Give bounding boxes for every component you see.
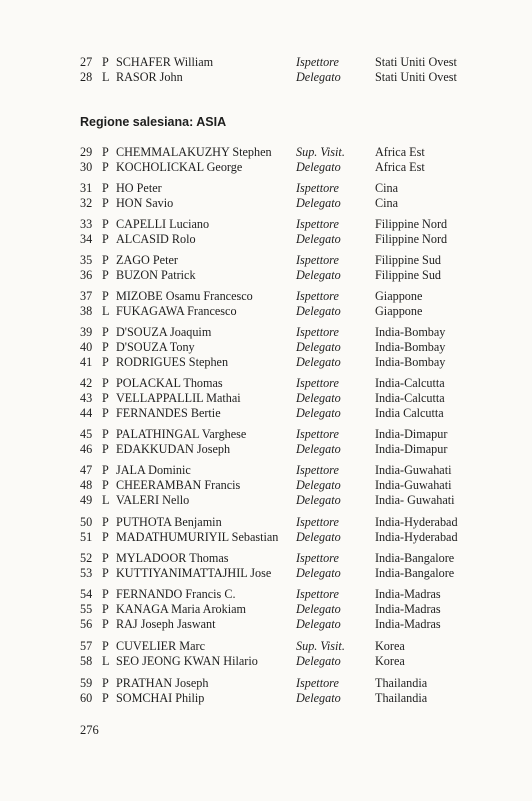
entry-row xyxy=(0,639,532,654)
entry-number: 46 xyxy=(80,442,93,456)
entry-role: Ispettore xyxy=(296,463,339,477)
entry-category: P xyxy=(102,427,109,441)
entry-category: P xyxy=(102,587,109,601)
entry-category: P xyxy=(102,406,109,420)
entry-category: P xyxy=(102,253,109,267)
entry-number: 43 xyxy=(80,391,93,405)
entry-role: Delegato xyxy=(296,268,341,282)
entry-number: 32 xyxy=(80,196,93,210)
entry-name: FERNANDO Francis C. xyxy=(116,587,236,601)
entry-row xyxy=(0,493,532,508)
entry-location: India-Calcutta xyxy=(375,376,445,390)
entry-category: P xyxy=(102,551,109,565)
entry-number: 55 xyxy=(80,602,93,616)
entry-name: EDAKKUDAN Joseph xyxy=(116,442,231,456)
entry-role: Delegato xyxy=(296,442,341,456)
entry-name: FERNANDES Bertie xyxy=(116,406,221,420)
entry-category: P xyxy=(102,602,109,616)
entry-number: 34 xyxy=(80,232,93,246)
entry-name: PUTHOTA Benjamin xyxy=(116,515,222,529)
entry-number: 27 xyxy=(80,55,93,69)
entry-name: MIZOBE Osamu Francesco xyxy=(116,289,253,303)
entry-role: Sup. Visit. xyxy=(296,639,345,653)
entry-name: RODRIGUES Stephen xyxy=(116,355,229,369)
entry-category: P xyxy=(102,676,109,690)
entry-location: India-Bangalore xyxy=(375,551,455,565)
entry-location: India-Dimapur xyxy=(375,442,448,456)
entry-number: 29 xyxy=(80,145,93,159)
entry-number: 58 xyxy=(80,654,93,668)
entry-role: Delegato xyxy=(296,654,341,668)
entry-category: P xyxy=(102,530,109,544)
entry-location: India-Bombay xyxy=(375,325,446,339)
entry-number: 44 xyxy=(80,406,93,420)
entry-row xyxy=(0,587,532,602)
entry-number: 59 xyxy=(80,676,93,690)
entry-number: 53 xyxy=(80,566,93,580)
entry-location: Giappone xyxy=(375,289,423,303)
entry-role: Ispettore xyxy=(296,427,339,441)
entry-location: India- Guwahati xyxy=(375,493,455,507)
entry-row xyxy=(0,654,532,669)
entry-name: KOCHOLICKAL George xyxy=(116,160,243,174)
entry-role: Delegato xyxy=(296,160,341,174)
entry-role: Ispettore xyxy=(296,325,339,339)
entry-name: SOMCHAI Philip xyxy=(116,691,205,705)
entry-number: 51 xyxy=(80,530,93,544)
entry-number: 48 xyxy=(80,478,93,492)
entry-location: Cina xyxy=(375,181,399,195)
entry-category: P xyxy=(102,55,109,69)
entry-location: India-Bombay xyxy=(375,340,446,354)
entry-row xyxy=(0,478,532,493)
entry-role: Delegato xyxy=(296,391,341,405)
entry-number: 28 xyxy=(80,70,93,84)
entry-number: 45 xyxy=(80,427,93,441)
entry-number: 60 xyxy=(80,691,93,705)
entry-category: P xyxy=(102,232,109,246)
entry-name: CUVELIER Marc xyxy=(116,639,206,653)
entry-role: Delegato xyxy=(296,355,341,369)
entry-number: 56 xyxy=(80,617,93,631)
entry-name: ZAGO Peter xyxy=(116,253,178,267)
entry-name: VELLAPPALLIL Mathai xyxy=(116,391,241,405)
entry-row xyxy=(0,196,532,211)
entry-category: L xyxy=(102,654,110,668)
entry-location: Korea xyxy=(375,654,405,668)
entry-role: Sup. Visit. xyxy=(296,145,345,159)
entry-number: 36 xyxy=(80,268,93,282)
entry-name: D'SOUZA Tony xyxy=(116,340,195,354)
entry-location: India Calcutta xyxy=(375,406,444,420)
entry-location: India-Hyderabad xyxy=(375,530,458,544)
entry-number: 42 xyxy=(80,376,93,390)
entry-row xyxy=(0,617,532,632)
entry-role: Ispettore xyxy=(296,551,339,565)
entry-category: P xyxy=(102,515,109,529)
entry-location: India-Calcutta xyxy=(375,391,445,405)
entry-location: Filippine Nord xyxy=(375,232,448,246)
entry-name: MYLADOOR Thomas xyxy=(116,551,229,565)
entry-location: India-Guwahati xyxy=(375,463,452,477)
entry-row xyxy=(0,289,532,304)
entry-role: Delegato xyxy=(296,691,341,705)
entry-row xyxy=(0,427,532,442)
entry-number: 47 xyxy=(80,463,93,477)
entry-role: Ispettore xyxy=(296,289,339,303)
entry-category: P xyxy=(102,478,109,492)
entry-row xyxy=(0,355,532,370)
entry-name: D'SOUZA Joaquim xyxy=(116,325,212,339)
entry-location: Stati Uniti Ovest xyxy=(375,55,457,69)
entry-row xyxy=(0,391,532,406)
entry-category: P xyxy=(102,340,109,354)
entry-category: P xyxy=(102,325,109,339)
entry-name: VALERI Nello xyxy=(116,493,190,507)
entry-row xyxy=(0,340,532,355)
entry-role: Ispettore xyxy=(296,55,339,69)
entry-row xyxy=(0,376,532,391)
entry-location: India-Madras xyxy=(375,617,441,631)
entry-category: P xyxy=(102,376,109,390)
entry-role: Delegato xyxy=(296,617,341,631)
entry-role: Delegato xyxy=(296,196,341,210)
entry-location: India-Guwahati xyxy=(375,478,452,492)
entry-row xyxy=(0,304,532,319)
entry-number: 52 xyxy=(80,551,93,565)
entry-location: Giappone xyxy=(375,304,423,318)
entry-role: Ispettore xyxy=(296,515,339,529)
entry-category: P xyxy=(102,639,109,653)
entry-row xyxy=(0,551,532,566)
entry-category: P xyxy=(102,289,109,303)
entry-location: India-Bombay xyxy=(375,355,446,369)
entry-role: Ispettore xyxy=(296,676,339,690)
entry-row xyxy=(0,515,532,530)
entry-name: CAPELLI Luciano xyxy=(116,217,210,231)
entry-number: 37 xyxy=(80,289,93,303)
entry-number: 33 xyxy=(80,217,93,231)
entry-number: 57 xyxy=(80,639,93,653)
entry-location: Africa Est xyxy=(375,160,425,174)
entry-category: P xyxy=(102,268,109,282)
entry-row xyxy=(0,602,532,617)
entry-location: India-Hyderabad xyxy=(375,515,458,529)
entry-role: Delegato xyxy=(296,566,341,580)
entry-category: P xyxy=(102,196,109,210)
entry-row xyxy=(0,691,532,706)
entry-row xyxy=(0,442,532,457)
entry-category: L xyxy=(102,493,110,507)
entry-row xyxy=(0,530,532,545)
entry-name: ALCASID Rolo xyxy=(116,232,196,246)
entry-number: 49 xyxy=(80,493,93,507)
entry-category: P xyxy=(102,463,109,477)
entry-name: SEO JEONG KWAN Hilario xyxy=(116,654,258,668)
entry-row xyxy=(0,268,532,283)
entry-location: India-Madras xyxy=(375,602,441,616)
entry-name: RASOR John xyxy=(116,70,183,84)
entry-location: Filippine Sud xyxy=(375,253,442,267)
region-heading: Regione salesiana: ASIA xyxy=(80,115,227,129)
entry-category: P xyxy=(102,145,109,159)
entry-role: Ispettore xyxy=(296,587,339,601)
entry-row xyxy=(0,406,532,421)
entry-name: FUKAGAWA Francesco xyxy=(116,304,237,318)
entry-name: JALA Dominic xyxy=(116,463,191,477)
entry-location: Cina xyxy=(375,196,399,210)
entry-role: Ispettore xyxy=(296,181,339,195)
entry-number: 40 xyxy=(80,340,93,354)
entry-row xyxy=(0,181,532,196)
entry-name: CHEMMALAKUZHY Stephen xyxy=(116,145,272,159)
entry-row xyxy=(0,217,532,232)
entry-role: Delegato xyxy=(296,530,341,544)
entry-name: POLACKAL Thomas xyxy=(116,376,223,390)
entry-category: P xyxy=(102,617,109,631)
entry-category: P xyxy=(102,355,109,369)
entry-number: 54 xyxy=(80,587,93,601)
entry-category: P xyxy=(102,442,109,456)
entry-location: Africa Est xyxy=(375,145,425,159)
entry-role: Delegato xyxy=(296,340,341,354)
entry-name: KUTTIYANIMATTAJHIL Jose xyxy=(116,566,272,580)
entry-number: 35 xyxy=(80,253,93,267)
entry-row xyxy=(0,145,532,160)
entry-role: Delegato xyxy=(296,232,341,246)
entry-category: P xyxy=(102,391,109,405)
entry-name: SCHAFER William xyxy=(116,55,214,69)
entry-role: Delegato xyxy=(296,406,341,420)
entry-category: P xyxy=(102,691,109,705)
entry-location: Korea xyxy=(375,639,405,653)
entry-row xyxy=(0,55,532,70)
entry-role: Delegato xyxy=(296,304,341,318)
entry-row xyxy=(0,253,532,268)
entry-location: Stati Uniti Ovest xyxy=(375,70,457,84)
entry-row xyxy=(0,676,532,691)
entry-name: KANAGA Maria Arokiam xyxy=(116,602,246,616)
entry-category: P xyxy=(102,217,109,231)
entry-number: 50 xyxy=(80,515,93,529)
entry-location: India-Madras xyxy=(375,587,441,601)
entry-name: PALATHINGAL Varghese xyxy=(116,427,247,441)
entry-row xyxy=(0,160,532,175)
entry-number: 30 xyxy=(80,160,93,174)
entry-category: P xyxy=(102,566,109,580)
entry-role: Delegato xyxy=(296,493,341,507)
entry-number: 41 xyxy=(80,355,93,369)
entry-location: Thailandia xyxy=(375,691,428,705)
entry-role: Delegato xyxy=(296,602,341,616)
entry-name: CHEERAMBAN Francis xyxy=(116,478,241,492)
entry-name: RAJ Joseph Jaswant xyxy=(116,617,216,631)
entry-number: 38 xyxy=(80,304,93,318)
entry-number: 31 xyxy=(80,181,93,195)
entry-location: Thailandia xyxy=(375,676,428,690)
entry-name: MADATHUMURIYIL Sebastian xyxy=(116,530,279,544)
entry-row xyxy=(0,232,532,247)
entry-role: Delegato xyxy=(296,478,341,492)
entry-number: 39 xyxy=(80,325,93,339)
entry-role: Delegato xyxy=(296,70,341,84)
entry-role: Ispettore xyxy=(296,376,339,390)
entry-name: HO Peter xyxy=(116,181,162,195)
entry-row xyxy=(0,325,532,340)
entry-category: L xyxy=(102,70,110,84)
entry-name: PRATHAN Joseph xyxy=(116,676,209,690)
entry-category: P xyxy=(102,181,109,195)
entry-name: HON Savio xyxy=(116,196,174,210)
entry-location: Filippine Sud xyxy=(375,268,442,282)
entry-name: BUZON Patrick xyxy=(116,268,196,282)
entry-row xyxy=(0,463,532,478)
page-number: 276 xyxy=(80,723,99,737)
entry-location: India-Dimapur xyxy=(375,427,448,441)
entry-category: L xyxy=(102,304,110,318)
entry-category: P xyxy=(102,160,109,174)
entry-role: Ispettore xyxy=(296,217,339,231)
entry-location: India-Bangalore xyxy=(375,566,455,580)
entry-role: Ispettore xyxy=(296,253,339,267)
entry-location: Filippine Nord xyxy=(375,217,448,231)
entry-row xyxy=(0,70,532,85)
entry-row xyxy=(0,566,532,581)
